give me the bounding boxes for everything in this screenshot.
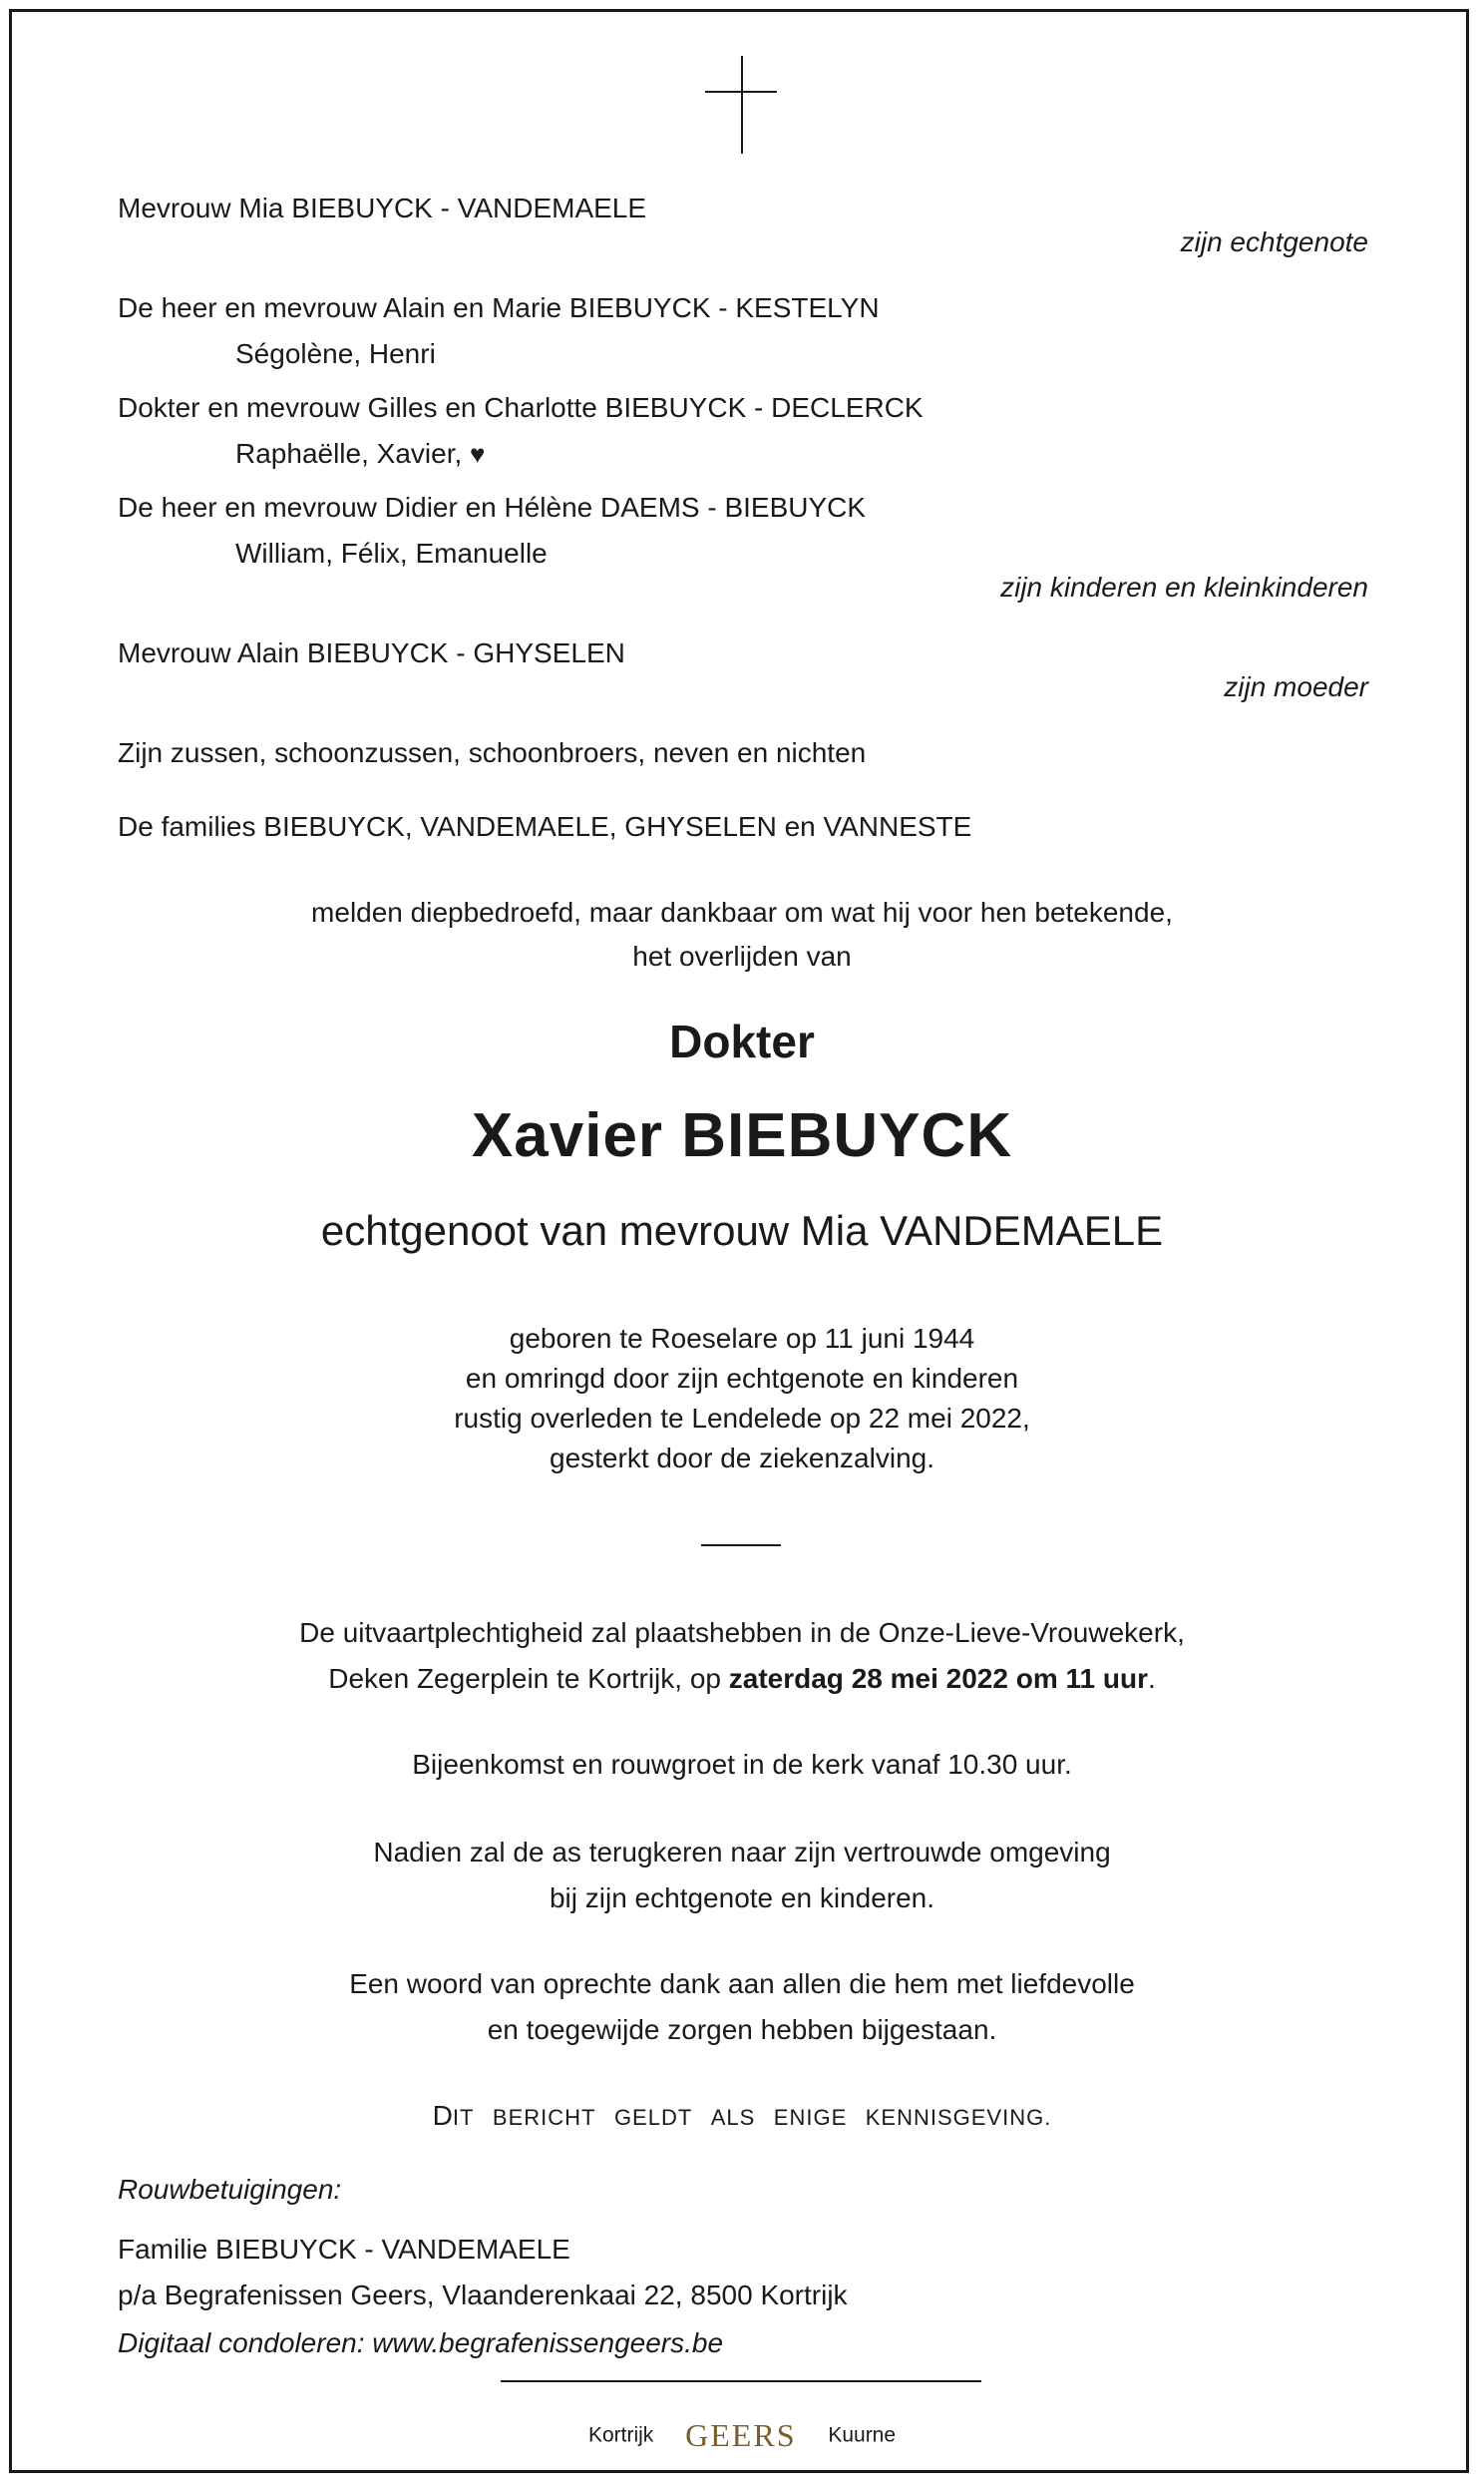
notice-word: ENIGE: [773, 2105, 848, 2130]
notice-word: KENNISGEVING.: [865, 2105, 1052, 2130]
announce-line-2: het overlijden van: [632, 941, 852, 972]
family-line-spouse: Mevrouw Mia BIEBUYCK - VANDEMAELE: [118, 193, 647, 223]
condolence-name: Familie BIEBUYCK - VANDEMAELE: [118, 2234, 570, 2265]
condolence-label: Rouwbetuigingen:: [118, 2174, 342, 2205]
grandchildren-1: Ségolène, Henri: [235, 338, 436, 369]
family-line-child-3: De heer en mevrouw Didier en Hélène DAEMS - BIEBUYCK: [118, 492, 867, 523]
announce-line-1: melden diepbedroefd, maar dankbaar om wat hij voor hen betekende,: [311, 897, 1173, 928]
grandchildren-3: William, Félix, Emanuelle: [235, 538, 548, 569]
notice-word: ALS: [710, 2105, 756, 2130]
detail-born: geboren te Roeselare op 11 juni 1944: [509, 1323, 975, 1354]
detail-surrounded: en omringd door zijn echtgenote en kinderen: [465, 1363, 1019, 1394]
condolence-online: Digitaal condoleren: www.begrafenissengeers.be: [118, 2327, 724, 2358]
footer-logo-row: [0, 2418, 1484, 2452]
ashes-line-2: bij zijn echtgenote en kinderen.: [549, 1882, 935, 1913]
grandchildren-2-names: Raphaëlle, Xavier,: [235, 438, 463, 469]
footer-location-right: Kuurne: [828, 2423, 897, 2447]
funeral-date: zaterdag 28 mei 2022 om 11 uur: [728, 1663, 1148, 1694]
notice-word: BERICHT: [492, 2105, 596, 2130]
sole-notice: [0, 2099, 1484, 2138]
notice-word: GELDT: [613, 2105, 693, 2130]
family-line-child-1: De heer en mevrouw Alain en Marie BIEBUYCK - KESTELYN: [118, 292, 880, 323]
ashes-line-1: Nadien zal de as terugkeren naar zijn vertrouwde omgeving: [373, 1837, 1111, 1867]
cross-horizontal: [705, 91, 777, 93]
notice-word: DIT: [432, 2100, 475, 2131]
separator-line: [701, 1544, 781, 1546]
funeral-line-2: [0, 1662, 1484, 1696]
deceased-spouse: echtgenoot van mevrouw Mia VANDEMAELE: [320, 1207, 1164, 1254]
family-line-families: De families BIEBUYCK, VANDEMAELE, GHYSELEN en VANNESTE: [118, 811, 972, 842]
grandchildren-2: [235, 437, 485, 471]
family-line-siblings: Zijn zussen, schoonzussen, schoonbroers, neven en nichten: [118, 737, 867, 768]
family-line-mother: Mevrouw Alain BIEBUYCK - GHYSELEN: [118, 637, 625, 668]
deceased-title: Dokter: [669, 1016, 815, 1067]
thanks-line-1: Een woord van oprechte dank aan allen die hem met liefdevolle: [349, 1968, 1135, 1999]
funeral-line-1: De uitvaartplechtigheid zal plaatshebben in de Onze-Lieve-Vrouwekerk,: [299, 1617, 1185, 1648]
funeral-line-2-prefix: Deken Zegerplein te Kortrijk, op: [328, 1663, 729, 1694]
thanks-line-2: en toegewijde zorgen hebben bijgestaan.: [487, 2014, 997, 2045]
role-mother: zijn moeder: [1224, 671, 1368, 702]
cross-vertical: [741, 56, 743, 154]
heart-icon: ♥: [470, 439, 486, 469]
gathering-line: Bijeenkomst en rouwgroet in de kerk vanaf 10.30 uur.: [412, 1749, 1072, 1780]
footer-location-left: Kortrijk: [587, 2423, 654, 2447]
footer-divider: [501, 2380, 981, 2382]
role-spouse: zijn echtgenote: [1180, 226, 1368, 257]
funeral-home-logo: GEERS: [685, 2417, 797, 2454]
condolence-address: p/a Begrafenissen Geers, Vlaanderenkaai 22, 8500 Kortrijk: [118, 2279, 848, 2310]
deceased-name: Xavier BIEBUYCK: [471, 1101, 1013, 1170]
role-children: zijn kinderen en kleinkinderen: [1000, 572, 1368, 603]
funeral-line-2-suffix: .: [1147, 1663, 1156, 1694]
detail-died: rustig overleden te Lendelede op 22 mei 2022,: [454, 1403, 1030, 1434]
family-line-child-2: Dokter en mevrouw Gilles en Charlotte BIEBUYCK - DECLERCK: [118, 392, 924, 423]
detail-strengthened: gesterkt door de ziekenzalving.: [550, 1443, 934, 1473]
